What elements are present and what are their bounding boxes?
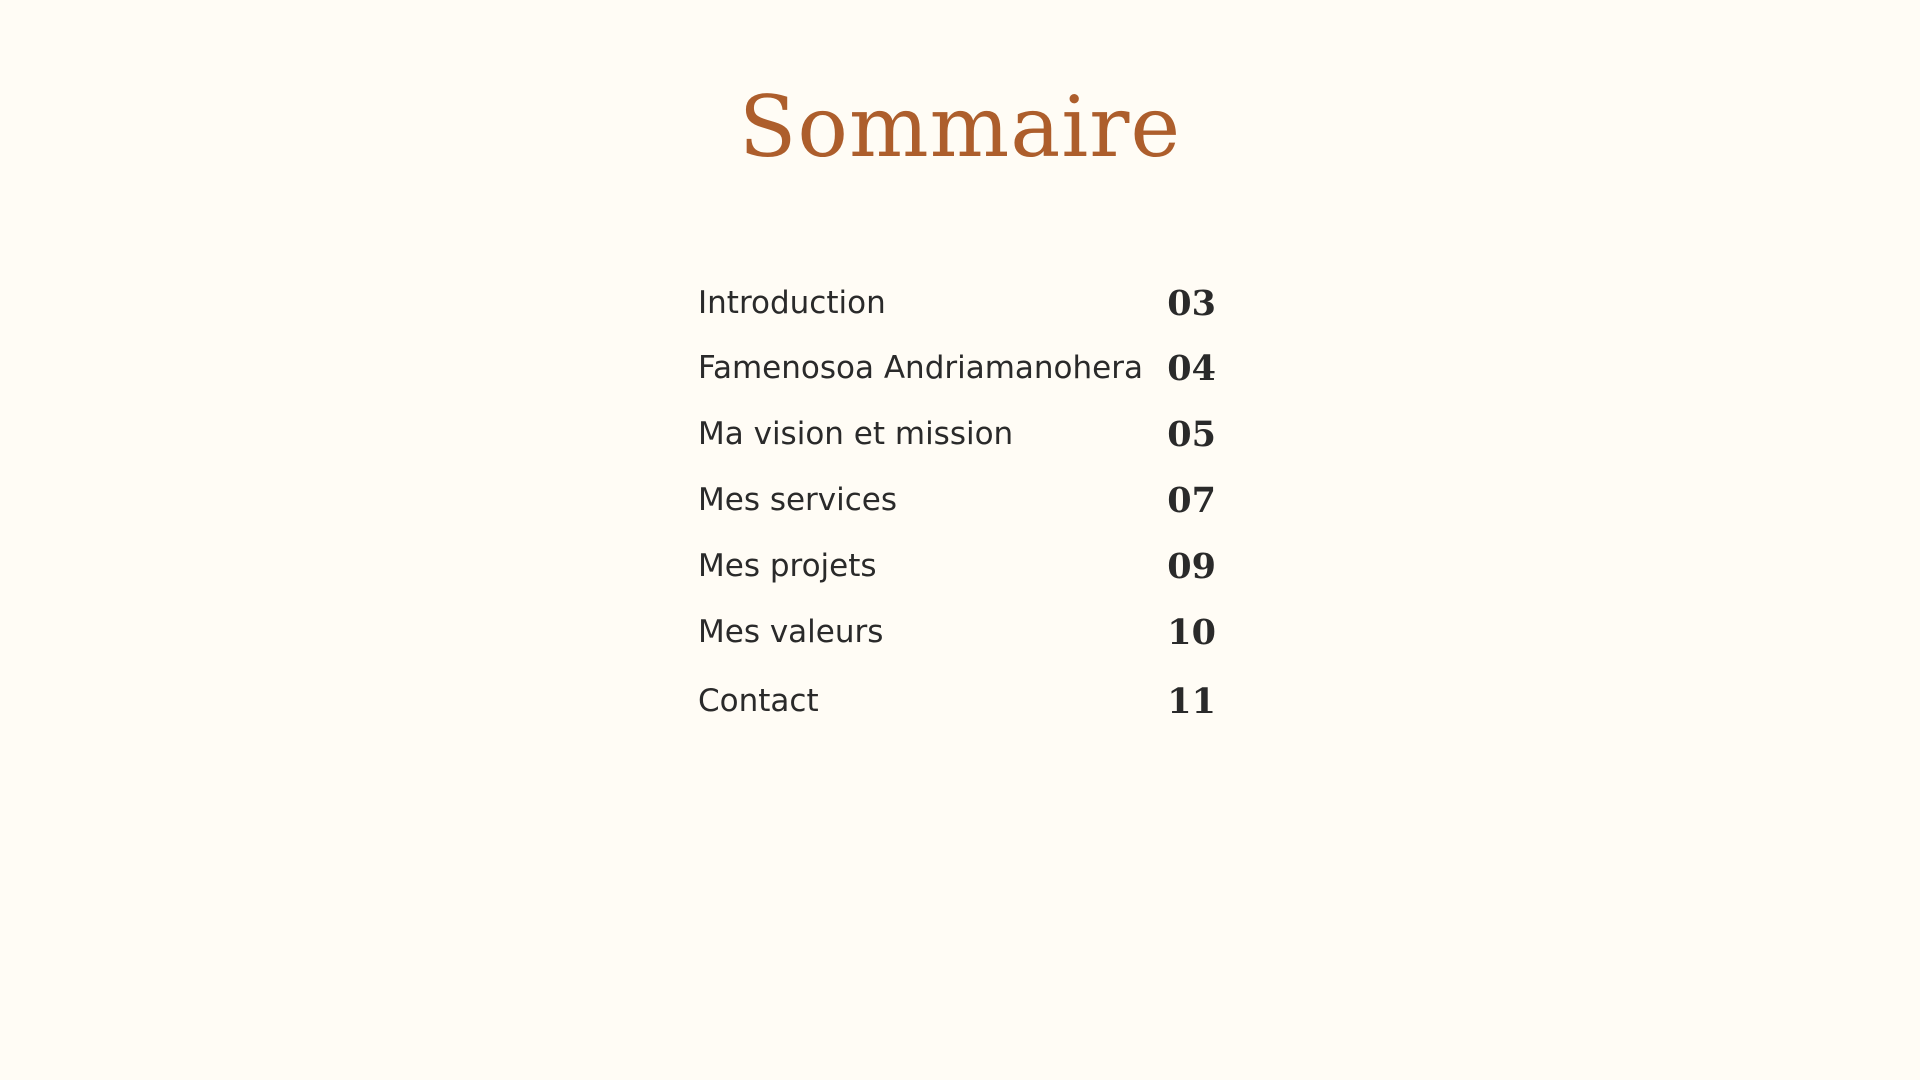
toc-entry-vision-mission[interactable] (698, 407, 1216, 461)
toc-entry-page-number: 05 (1167, 413, 1216, 455)
toc-entry-projets[interactable] (698, 539, 1216, 593)
toc-entry-label: Introduction (698, 285, 886, 321)
toc-entry-page-number: 09 (1167, 545, 1216, 587)
toc-entry-label: Contact (698, 683, 819, 719)
toc-entry-page-number: 03 (1167, 282, 1216, 324)
toc-entry-label: Mes valeurs (698, 614, 884, 650)
toc-entry-label: Mes services (698, 482, 898, 518)
toc-entry-page-number: 07 (1167, 479, 1216, 521)
toc-entry-services[interactable] (698, 473, 1216, 527)
page-title: Sommaire (738, 78, 1182, 176)
toc-entry-contact[interactable] (698, 674, 1216, 728)
toc-entry-page-number: 04 (1167, 347, 1216, 389)
toc-entry-label: Mes projets (698, 548, 877, 584)
toc-entry-introduction[interactable] (698, 276, 1216, 330)
toc-entry-page-number: 10 (1167, 611, 1216, 653)
toc-entry-valeurs[interactable] (698, 605, 1216, 659)
toc-entry-label: Famenosoa Andriamanohera (698, 350, 1143, 386)
toc-entry-label: Ma vision et mission (698, 416, 1014, 452)
toc-entry-famenosoa-andriamanohera[interactable] (698, 341, 1216, 395)
toc-entry-page-number: 11 (1167, 680, 1216, 722)
